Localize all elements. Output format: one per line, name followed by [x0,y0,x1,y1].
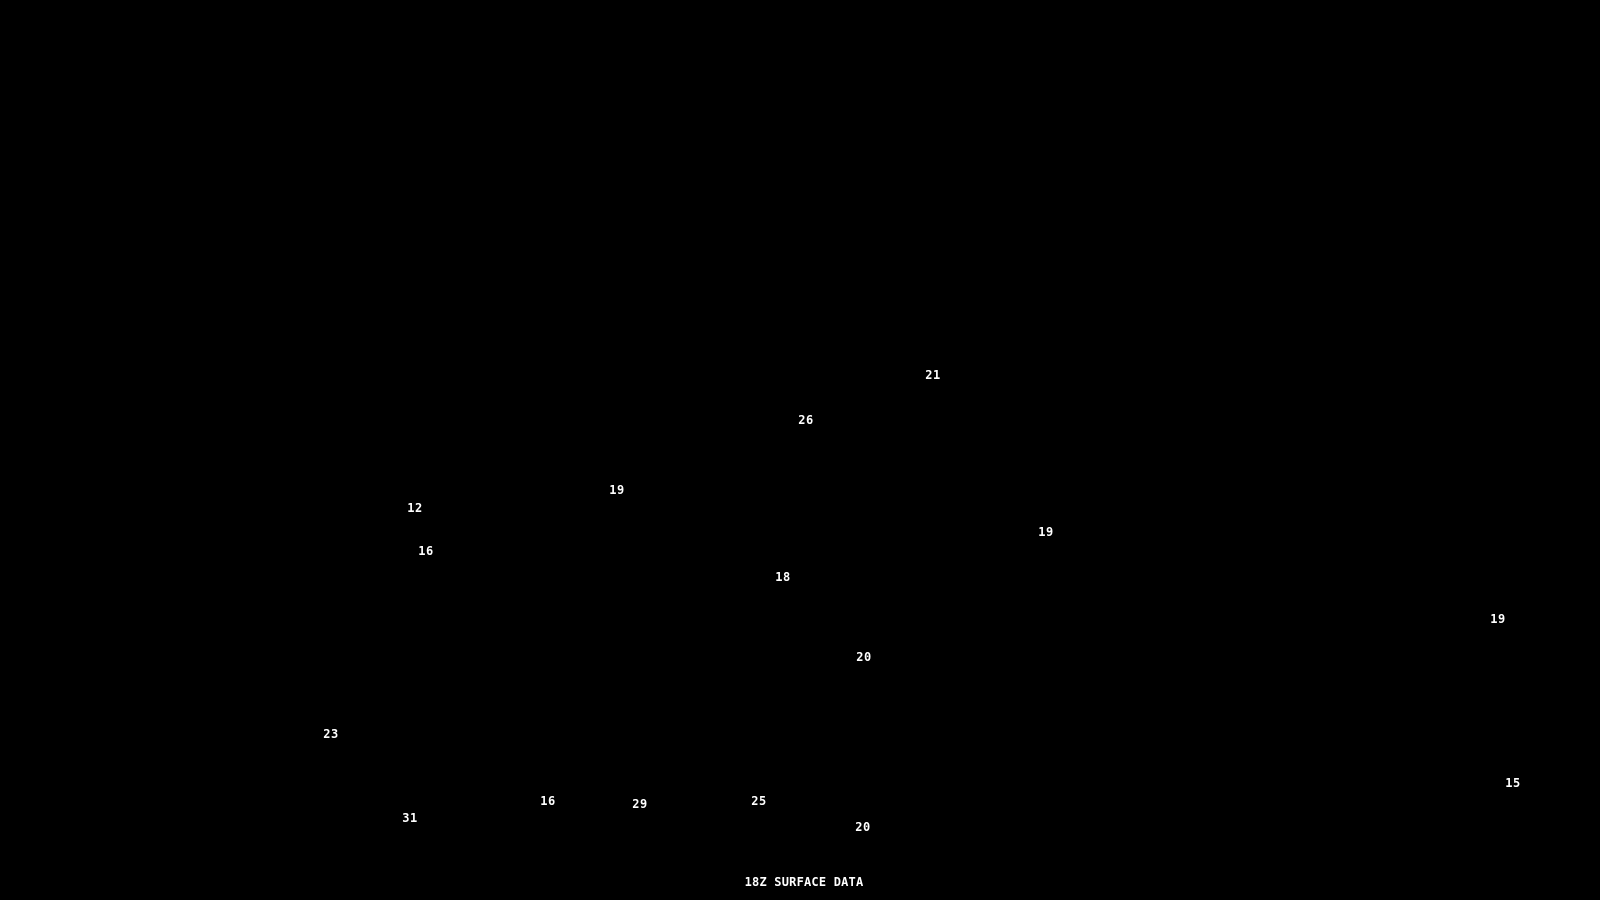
station-value: 20 [856,650,872,664]
station-value: 19 [609,483,625,497]
station-value: 12 [407,501,423,515]
plot-title: 18Z SURFACE DATA [744,875,864,889]
station-value: 20 [855,820,871,834]
station-value: 18 [775,570,791,584]
station-value: 19 [1490,612,1506,626]
station-value: 19 [1038,525,1054,539]
station-value: 16 [540,794,556,808]
station-value: 31 [402,811,418,825]
station-value: 25 [751,794,767,808]
station-value: 26 [798,413,814,427]
station-value: 16 [418,544,434,558]
station-value: 23 [323,727,339,741]
station-value: 15 [1505,776,1521,790]
station-value: 29 [632,797,648,811]
station-value: 21 [925,368,941,382]
